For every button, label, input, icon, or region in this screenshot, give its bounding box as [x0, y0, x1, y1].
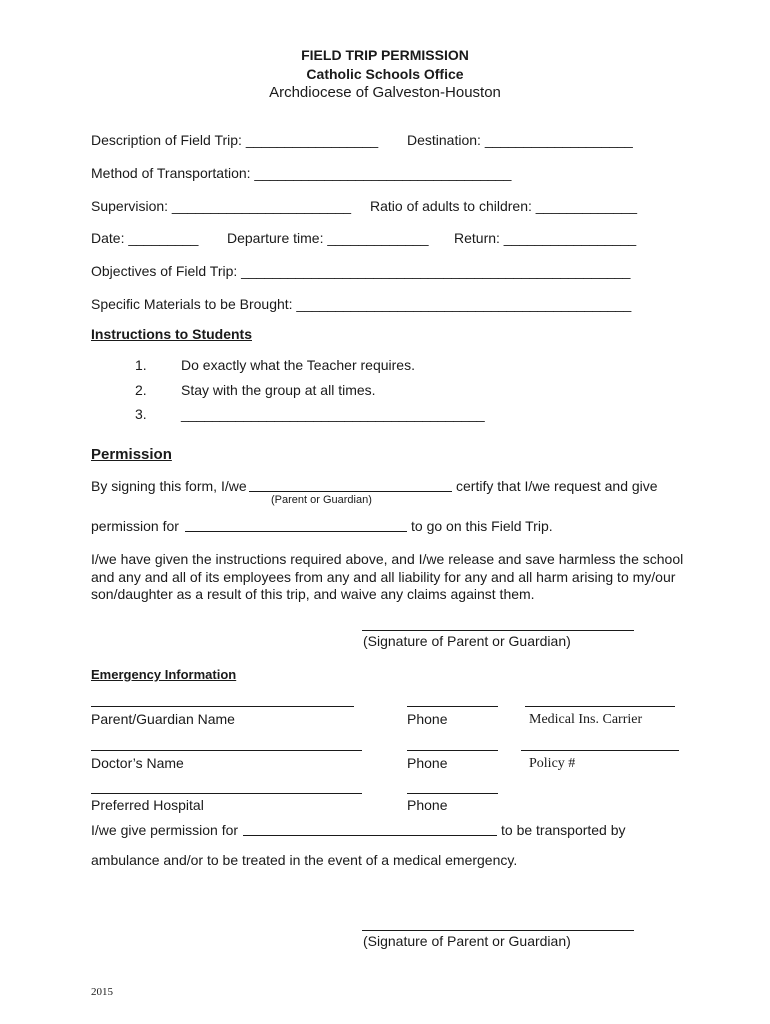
phone-label: Phone [407, 755, 448, 771]
instruction-number: 2. [135, 382, 147, 398]
phone-label: Phone [407, 711, 448, 727]
hospital-label: Preferred Hospital [91, 797, 204, 813]
objectives-field[interactable]: Objectives of Field Trip: __________________________________________________ [91, 263, 631, 279]
office-name: Catholic Schools Office [306, 66, 464, 82]
instruction-item: Do exactly what the Teacher requires. [181, 357, 415, 373]
materials-field[interactable]: Specific Materials to be Brought: ___________________________________________ [91, 296, 632, 312]
departure-field[interactable]: Departure time: _____________ [227, 230, 429, 246]
instruction-blank[interactable]: _______________________________________ [181, 406, 485, 422]
return-field[interactable]: Return: _________________ [454, 230, 637, 246]
parent-name-label: Parent/Guardian Name [91, 711, 235, 727]
parent-phone-line[interactable] [407, 706, 498, 707]
archdiocese-name: Archdiocese of Galveston-Houston [269, 84, 501, 101]
signature-caption: (Signature of Parent or Guardian) [363, 633, 571, 649]
guardian-name-line[interactable] [249, 491, 452, 492]
doctor-name-line[interactable] [91, 750, 362, 751]
ratio-field[interactable]: Ratio of adults to children: _____________ [370, 198, 637, 214]
policy-label: Policy # [529, 756, 576, 771]
release-text: and any and all of its employees from any and all liability for any and all harm arising to my/our [91, 569, 676, 585]
signature-line[interactable] [362, 930, 634, 931]
instruction-number: 1. [135, 357, 147, 373]
go-on-label: to go on this Field Trip. [411, 518, 553, 534]
phone-label: Phone [407, 797, 448, 813]
guardian-caption: (Parent or Guardian) [271, 494, 372, 506]
transport-student-line[interactable] [243, 835, 497, 836]
policy-line[interactable] [521, 750, 679, 751]
signature-caption: (Signature of Parent or Guardian) [363, 933, 571, 949]
release-text: I/we have given the instructions required above, and I/we release and save harmless the school [91, 551, 684, 567]
footer-year: 2015 [91, 986, 113, 998]
description-field[interactable]: Description of Field Trip: _________________ [91, 132, 379, 148]
hospital-phone-line[interactable] [407, 793, 498, 794]
hospital-line[interactable] [91, 793, 362, 794]
emergency-heading: Emergency Information [91, 667, 237, 682]
date-field[interactable]: Date: _________ [91, 230, 199, 246]
instructions-heading: Instructions to Students [91, 326, 252, 342]
permission-for-label: permission for [91, 518, 179, 534]
ambulance-text: ambulance and/or to be treated in the event of a medical emergency. [91, 852, 518, 868]
release-text: son/daughter as a result of this trip, and waive any claims against them. [91, 586, 535, 602]
supervision-field[interactable]: Supervision: _______________________ [91, 198, 352, 214]
instruction-number: 3. [135, 406, 147, 422]
doctor-name-label: Doctor’s Name [91, 755, 184, 771]
medical-carrier-line[interactable] [525, 706, 675, 707]
transportation-field[interactable]: Method of Transportation: _________________________________ [91, 165, 512, 181]
form-title: FIELD TRIP PERMISSION [301, 47, 469, 63]
sign-prefix: By signing this form, I/we [91, 478, 247, 494]
signature-line[interactable] [362, 630, 634, 631]
parent-name-line[interactable] [91, 706, 354, 707]
destination-field[interactable]: Destination: ___________________ [407, 132, 633, 148]
permission-heading: Permission [91, 446, 172, 463]
instruction-item: Stay with the group at all times. [181, 382, 376, 398]
student-name-line[interactable] [185, 531, 407, 532]
give-permission-label: I/we give permission for [91, 822, 239, 838]
doctor-phone-line[interactable] [407, 750, 498, 751]
transported-label: to be transported by [501, 822, 626, 838]
medical-carrier-label: Medical Ins. Carrier [529, 712, 643, 727]
sign-suffix: certify that I/we request and give [456, 478, 658, 494]
